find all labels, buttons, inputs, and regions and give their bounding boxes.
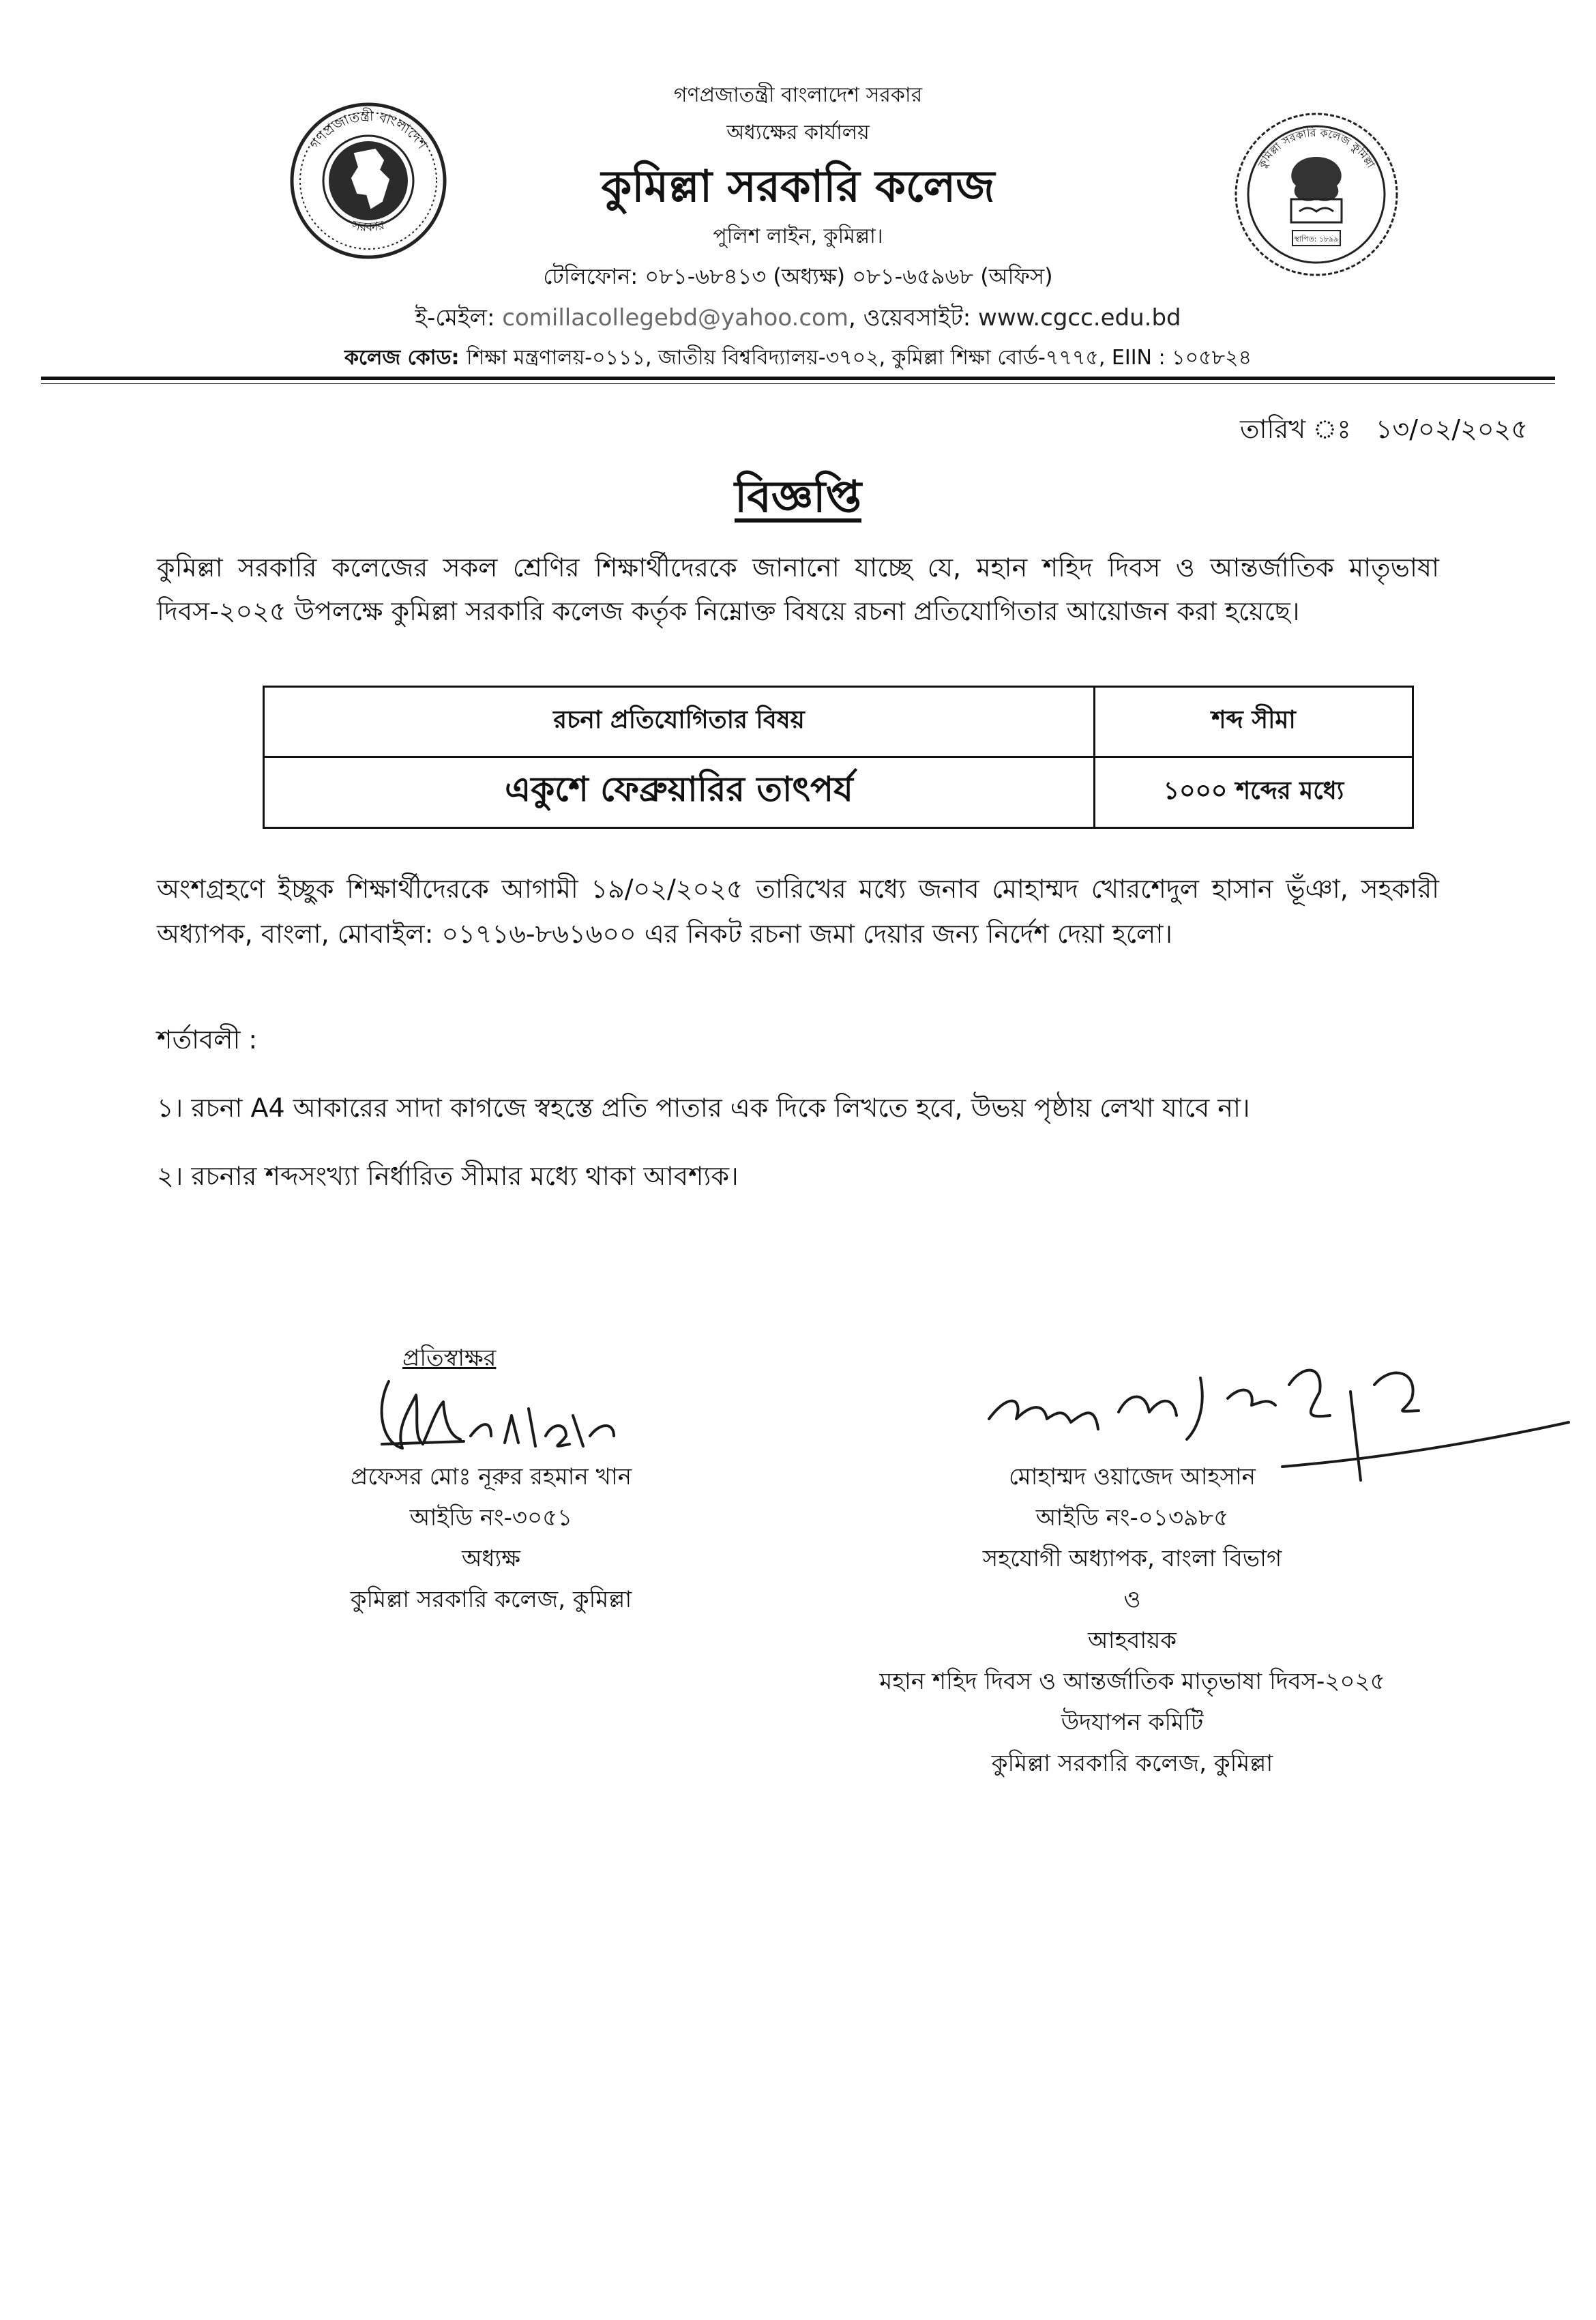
principal-signature	[368, 1368, 627, 1463]
submission-paragraph: অংশগ্রহণে ইচ্ছুক শিক্ষার্থীদেরকে আগামী ১৯/০২/২০২৫ তারিখের মধ্যে জনাব মোহাম্মদ খোরশেদুল হাসান ভূঁঞা, সহকারী অধ্যাপক, বাংলা, মোবাইল: ০১৭১৬-৮৬১৬০০ এর নিকট রচনা জমা দেয়ার জন্য নির্দেশ দেয়া হলো।	[157, 874, 1439, 949]
principal-signature-block	[225, 1456, 757, 1620]
website-link[interactable]: www.cgcc.edu.bd	[978, 304, 1181, 332]
word-limit: ১০০০ শব্দের মধ্যে	[1163, 776, 1344, 805]
college-codes-line	[0, 341, 1596, 376]
principal-signature-date: ১৩/০২/২৫	[491, 1442, 498, 1443]
college-address: পুলিশ লাইন, কুমিল্লা।	[713, 224, 883, 248]
table-header-row	[265, 688, 1412, 758]
convener-institution: কুমিল্লা সরকারি কলেজ, কুমিল্লা	[991, 1750, 1273, 1777]
college-logo-established: স্থাপিত: ১৮৯৯	[1294, 235, 1339, 244]
header-divider-thin	[41, 383, 1555, 384]
date-value: ১৩/০২/২০২৫	[1375, 414, 1528, 444]
condition-item: ২। রচনার শব্দসংখ্যা নির্ধারিত সীমার মধ্যে থাকা আবশ্যক।	[157, 1161, 739, 1191]
email-link[interactable]: comillacollegebd@yahoo.com	[502, 304, 848, 332]
essay-topic-table	[263, 686, 1414, 829]
principal-designation: অধ্যক্ষ	[462, 1545, 520, 1572]
convener-designation: সহযোগী অধ্যাপক, বাংলা বিভাগ	[982, 1545, 1282, 1572]
intro-paragraph: কুমিল্লা সরকারি কলেজের সকল শ্রেণির শিক্ষার্থীদেরকে জানানো যাচ্ছে যে, মহান শহিদ দিবস ও আন্তর্জাতিক মাতৃভাষা দিবস-২০২৫ উপলক্ষে কুমিল্লা সরকারি কলেজ কর্তৃক নিম্নোক্ত বিষয়ে রচনা প্রতিযোগিতার আয়োজন করা হয়েছে।	[157, 553, 1439, 626]
notice-date	[1159, 409, 1528, 453]
college-logo-text: কুমিল্লা সরকারি কলেজ কুমিল্লা	[1255, 126, 1378, 171]
table-row	[265, 758, 1412, 827]
contact-line	[0, 300, 1596, 339]
convener-role: আহবায়ক	[1087, 1627, 1177, 1654]
college-code-label: কলেজ কোড:	[344, 346, 467, 370]
convener-signature-date: ১৩/০২/২৫	[1391, 1405, 1398, 1406]
convener-id: আইডি নং-০১৩৯৮৫	[1035, 1504, 1229, 1531]
government-line: গণপ্রজাতন্ত্রী বাংলাদেশ সরকার	[673, 83, 923, 107]
convener-name: মোহাম্মদ ওয়াজেদ আহসান	[1009, 1463, 1256, 1491]
table-header-topic: রচনা প্রতিযোগিতার বিষয়	[553, 706, 805, 734]
office-line: অধ্যক্ষের কার্যালয়	[726, 121, 870, 145]
convener-signature-block	[750, 1456, 1514, 1784]
condition-item: ১। রচনা A4 আকারের সাদা কাগজে স্বহস্তে প্রতি পাতার এক দিকে লিখতে হবে, উভয় পৃষ্ঠায় লেখা যাবে না।	[157, 1093, 1250, 1123]
conditions-heading: শর্তাবলী :	[157, 1025, 258, 1055]
seal-text-top: গণপ্রজাতন্ত্রী বাংলাদেশ	[306, 107, 431, 152]
college-name: কুমিল্লা সরকারি কলেজ	[601, 162, 995, 212]
principal-institution: কুমিল্লা সরকারি কলেজ, কুমিল্লা	[350, 1586, 632, 1613]
committee-suffix: উদযাপন কমিটি	[1061, 1709, 1204, 1736]
essay-topic: একুশে ফেব্রুয়ারির তাৎপর্য	[505, 769, 853, 809]
website-label: , ওয়েবসাইট:	[848, 304, 979, 332]
convener-conjunction: ও	[1123, 1586, 1141, 1613]
header-divider-thick	[41, 377, 1555, 380]
principal-id: আইডি নং-৩০৫১	[409, 1504, 573, 1531]
countersign-label: প্রতিস্বাক্ষর	[402, 1345, 497, 1372]
phone-line: টেলিফোন: ০৮১-৬৮৪১৩ (অধ্যক্ষ) ০৮১-৬৫৯৬৮ (অফিস)	[543, 263, 1053, 289]
seal-text-bottom: সরকার	[351, 218, 386, 235]
committee-name: মহান শহিদ দিবস ও আন্তর্জাতিক মাতৃভাষা দিবস-২০২৫	[879, 1668, 1385, 1695]
college-codes: শিক্ষা মন্ত্রণালয়-০১১১, জাতীয় বিশ্ববিদ্যালয়-৩৭০২, কুমিল্লা শিক্ষা বোর্ড-৭৭৭৫, EIIN : ১০৫৮২৪	[467, 346, 1252, 370]
date-label: তারিখ ঃ	[1239, 414, 1351, 444]
notice-title: বিজ্ঞপ্তি	[734, 472, 862, 523]
table-header-word-limit: শব্দ সীমা	[1211, 706, 1296, 734]
principal-name: প্রফেসর মোঃ নূরুর রহমান খান	[350, 1463, 632, 1491]
email-label: ই-মেইল:	[415, 304, 503, 332]
